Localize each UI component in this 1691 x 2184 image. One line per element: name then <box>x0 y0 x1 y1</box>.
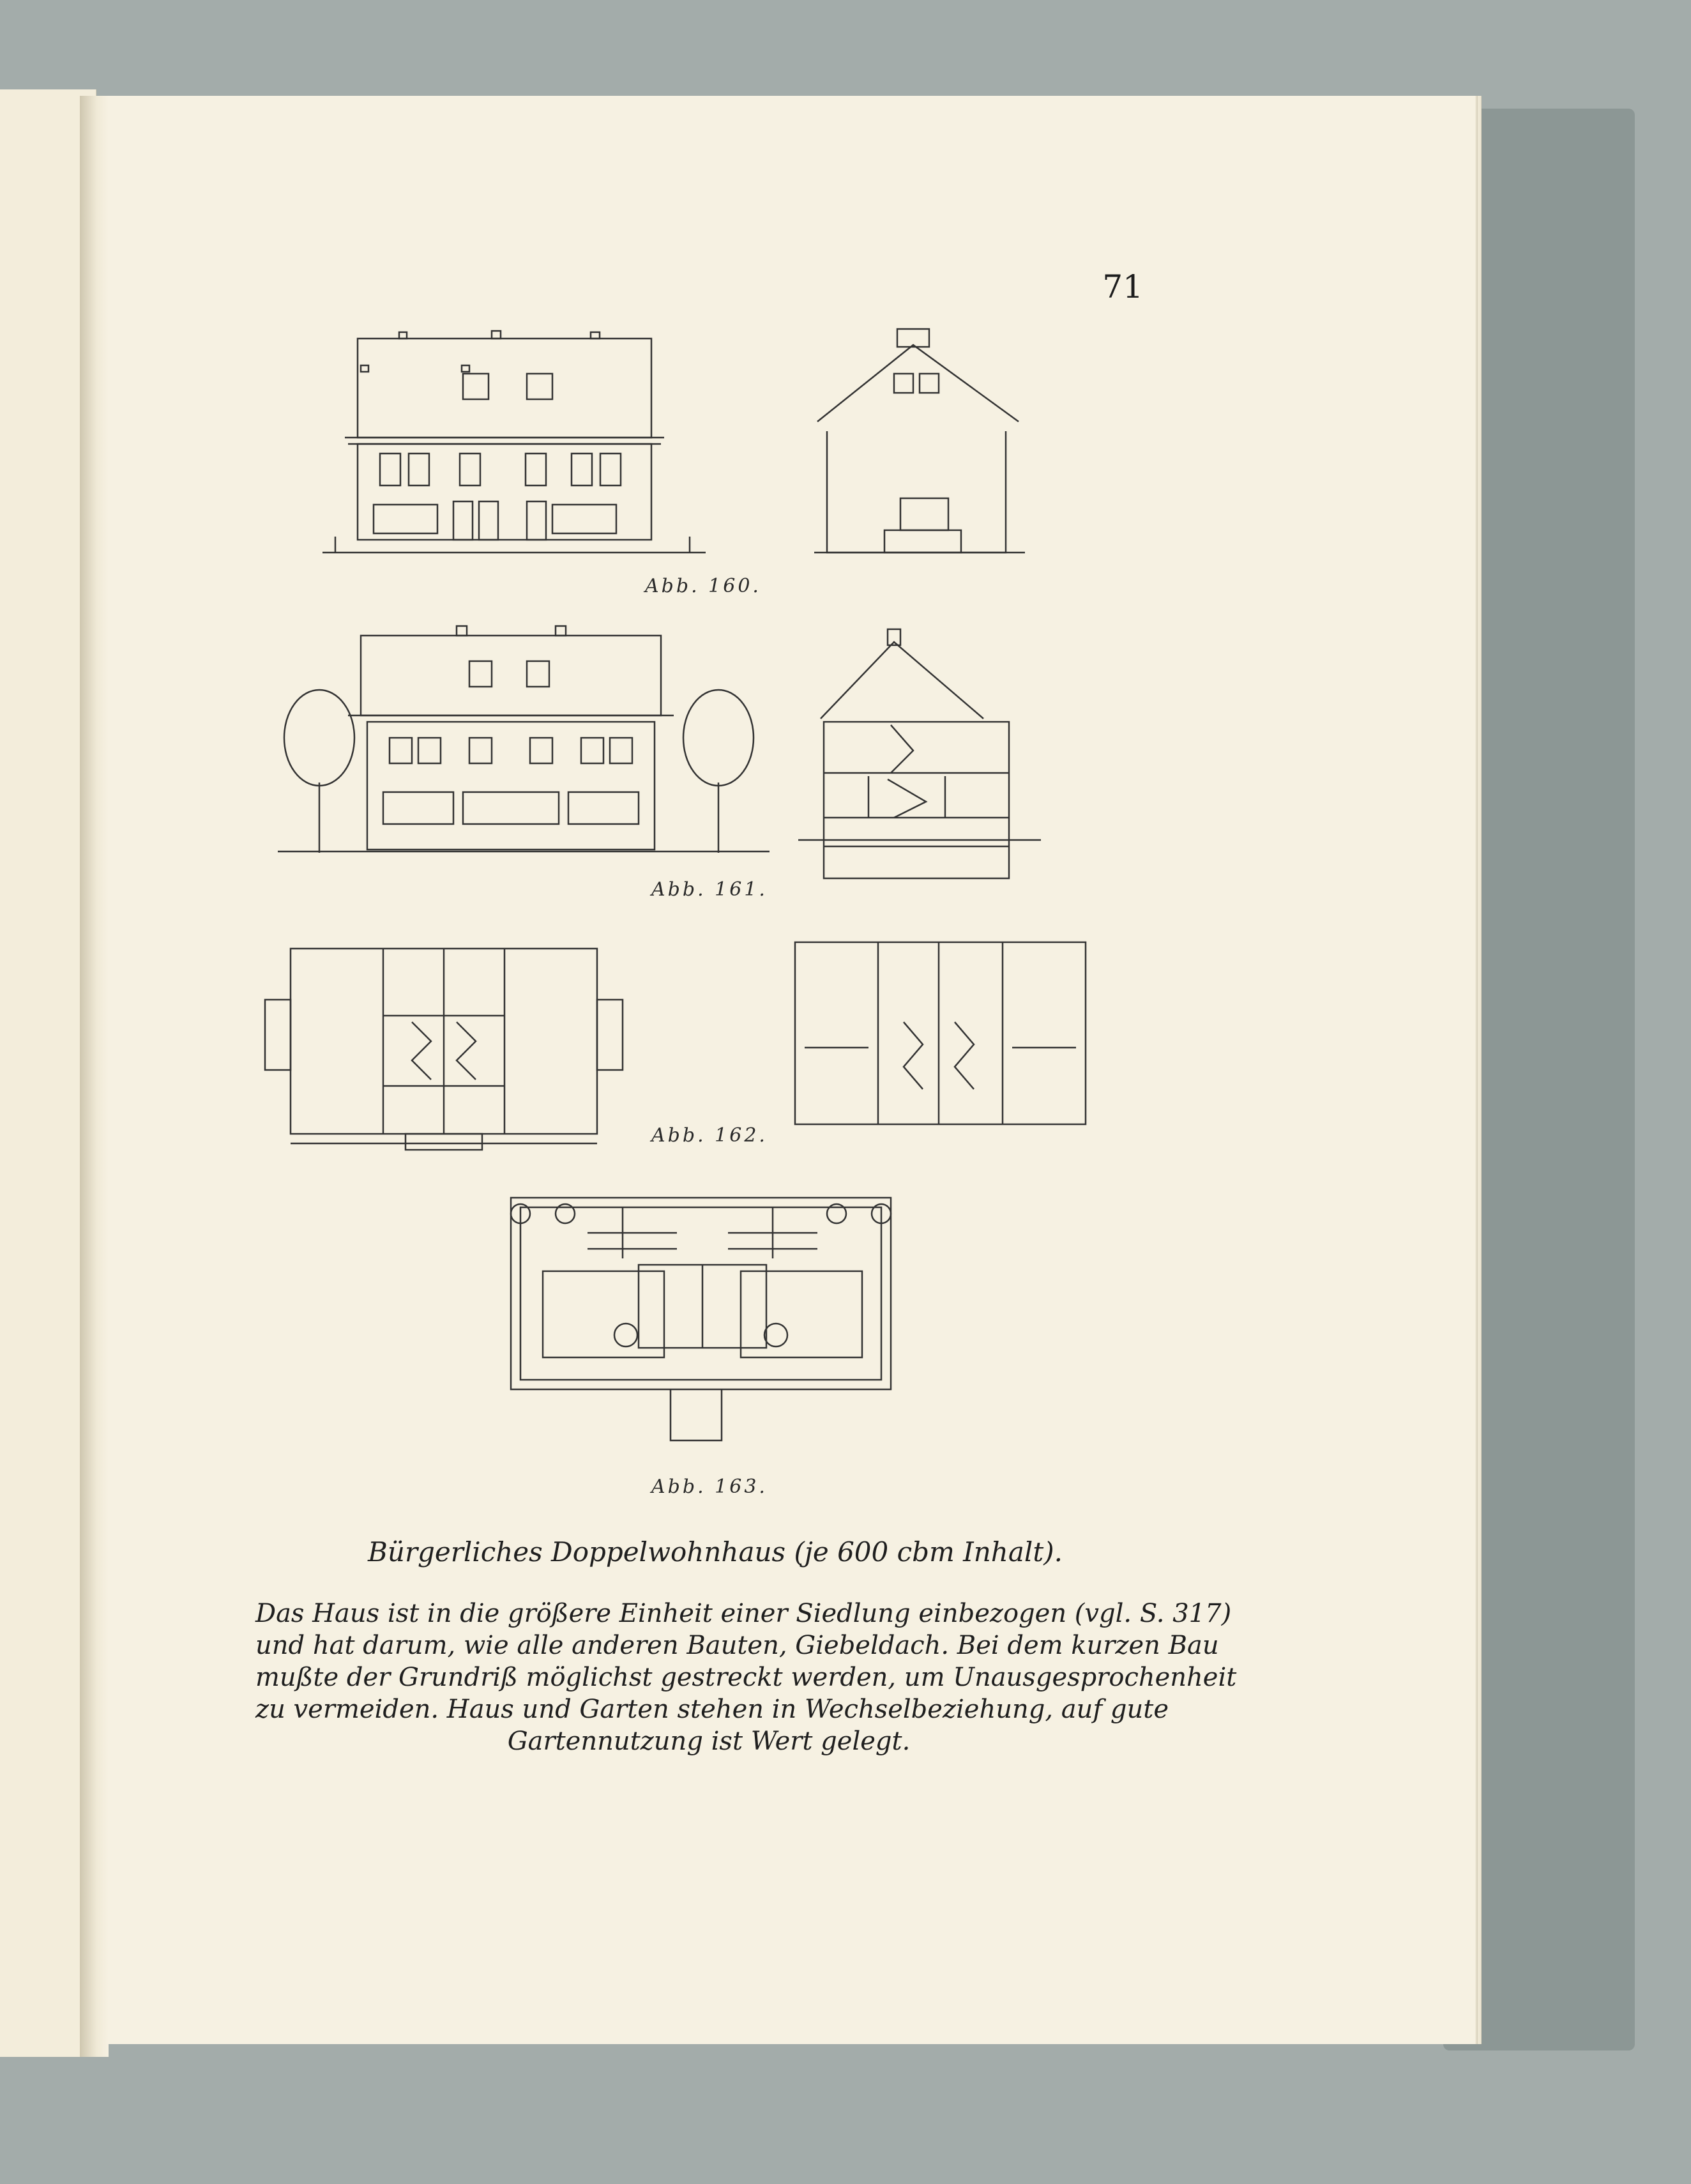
paragraph-line: Gartennutzung ist Wert gelegt. <box>507 1727 911 1756</box>
page-number: 71 <box>1102 268 1143 305</box>
upper-floor-plan <box>792 939 1092 1131</box>
figure-caption-163: Abb. 163. <box>651 1476 768 1498</box>
rear-elevation-drawing <box>278 623 770 866</box>
figure-caption-160: Abb. 160. <box>645 575 761 597</box>
book-gutter <box>80 96 109 2057</box>
paragraph-line: zu vermeiden. Haus und Garten stehen in Wechselbeziehung, auf gute <box>255 1695 1169 1724</box>
front-elevation-drawing <box>322 326 706 562</box>
site-plan-drawing <box>504 1195 900 1450</box>
paragraph-line: und hat darum, wie alle anderen Bauten, Giebeldach. Bei dem kurzen Bau <box>255 1631 1219 1660</box>
side-elevation-drawing <box>814 326 1031 562</box>
ground-floor-plan <box>259 939 642 1156</box>
figure-caption-161: Abb. 161. <box>651 878 768 901</box>
figure-caption-162: Abb. 162. <box>651 1124 768 1147</box>
section-drawing <box>798 623 1041 891</box>
paragraph-line: mußte der Grundriß möglichst gestreckt werden, um Unausgesprochenheit <box>255 1663 1237 1692</box>
section-heading: Bürgerliches Doppelwohnhaus (je 600 cbm Inhalt). <box>368 1536 1063 1568</box>
paragraph-line: Das Haus ist in die größere Einheit einer Siedlung einbezogen (vgl. S. 317) <box>255 1599 1232 1628</box>
